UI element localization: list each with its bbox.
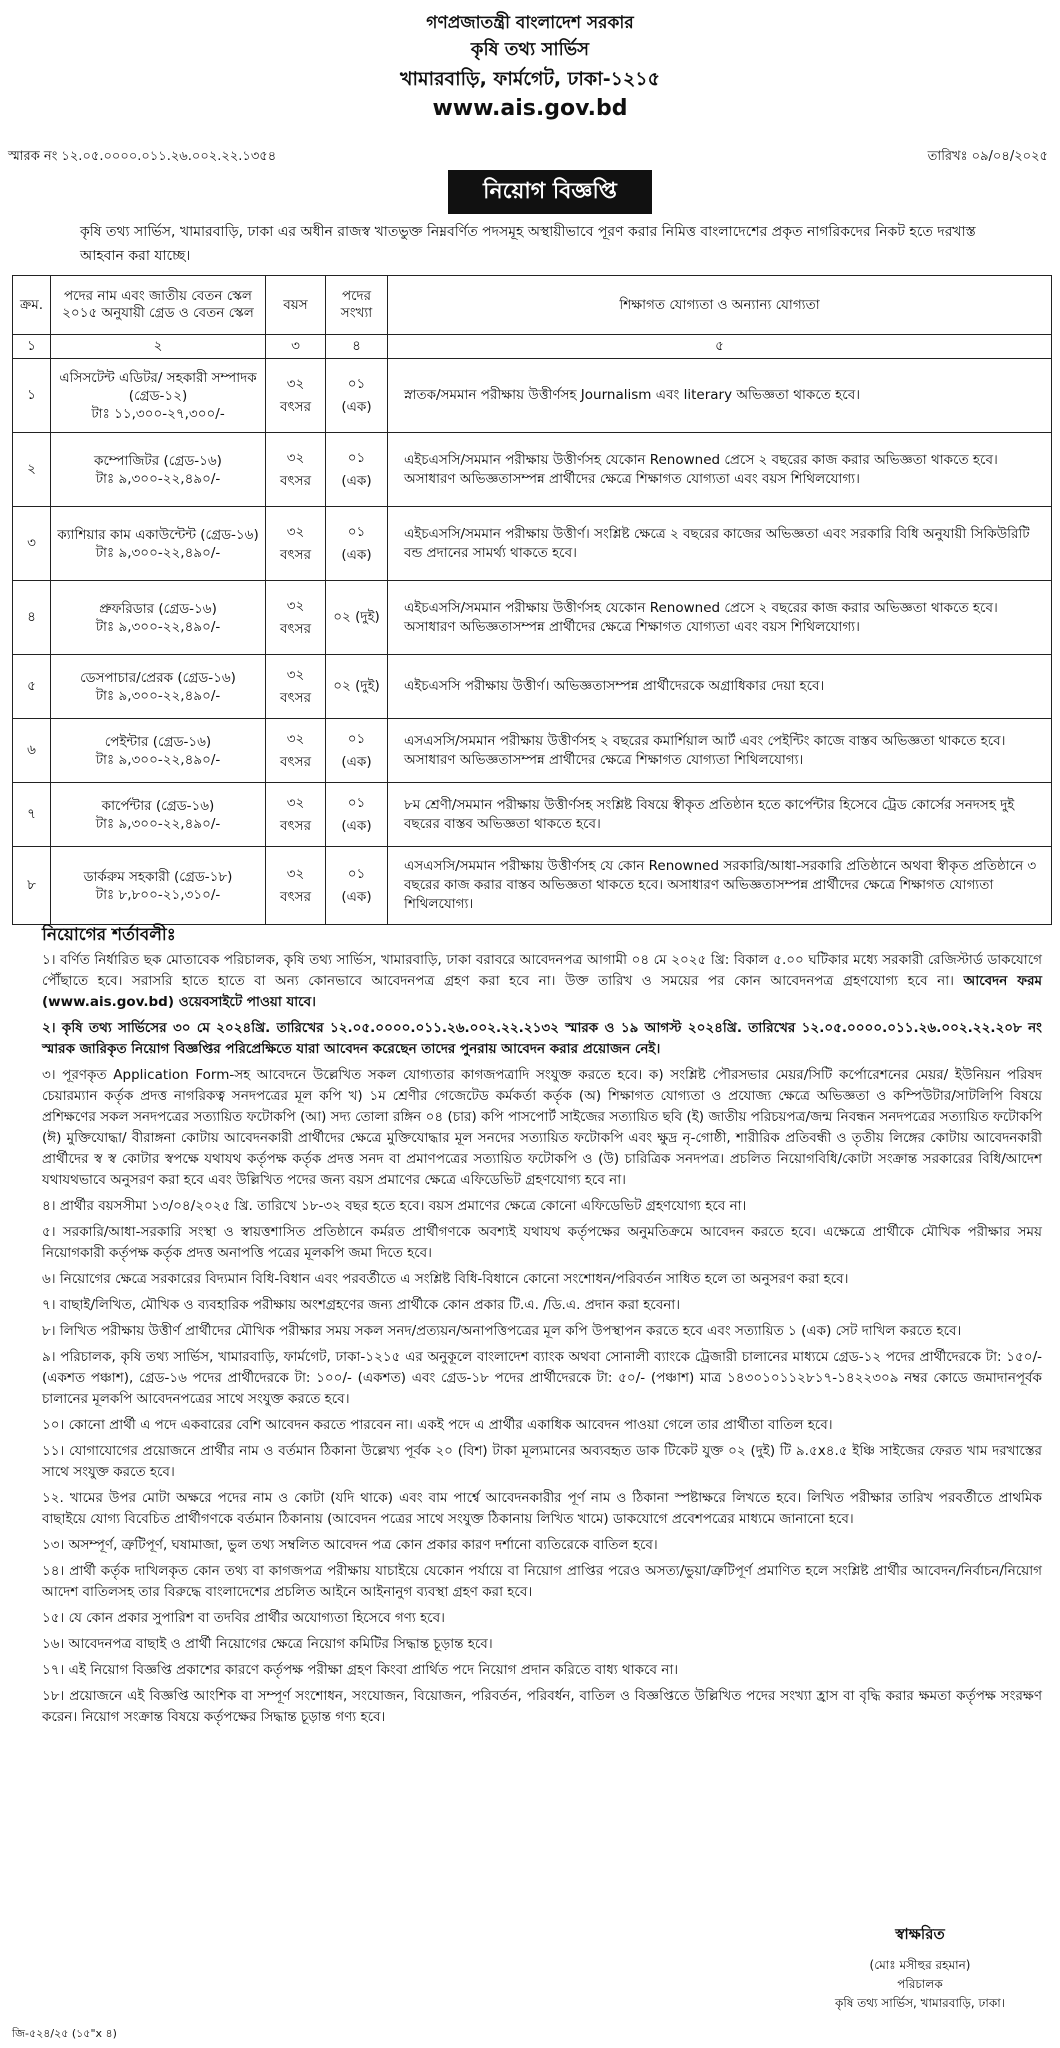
row-qualification: এসএসসি/সমমান পরীক্ষায় উত্তীর্ণসহ যে কোন Renowned সরকারি/আধা-সরকারি প্রতিষ্ঠানে অথবা স্বীকৃত প্রতিষ্ঠানে ৩ বছরের কাজ করার বাস্তব অভিজ্ঞতা থাকতে হবে। অসাধারণ অভিজ্ঞতাসম্পন্ন প্রার্থীদের ক্ষেত্রে শিক্ষাগত যোগ্যতা শিথিলযোগ্য। — [388, 847, 1052, 925]
index-cell: ২ — [51, 335, 266, 359]
row-count: ০১ (এক) — [326, 359, 388, 433]
row-count: ০১ (এক) — [326, 433, 388, 507]
condition-item: ৯। পরিচালক, কৃষি তথ্য সার্ভিস, খামারবাড়ি, ফার্মগেট, ঢাকা-১২১৫ এর অনুকূলে বাংলাদেশ ব্যাংক অথবা সোনালী ব্যাংকে ট্রেজারী চালানের মাধ্যমে গ্রেড-১২ পদের প্রার্থীদেরকে টা: ১৫০/- (একশত পঞ্চাশ), গ্রেড-১৬ পদের প্রার্থীদেরকে টা: ১০০/- (একশত) এবং গ্রেড-১৮ পদের প্রার্থীদেরকে টা: ৫০/- (পঞ্চাশ) মাত্র ১৪৩০১০১১২৮১৭-১৪২২৩০৯ নম্বর কোডে জমাদানপূর্বক চালানের মূলকপি আবেদনপত্রের সাথে সংযুক্ত করতে হবে। — [42, 1349, 1042, 1407]
row-count: ০১ (এক) — [326, 507, 388, 581]
row-serial: ২ — [13, 433, 51, 507]
pay-scale: টাঃ ৯,৩০০-২২,৪৯০/- — [95, 470, 221, 487]
website-url: www.ais.gov.bd — [432, 96, 628, 121]
row-serial: ৬ — [13, 719, 51, 783]
govt-name: গণপ্রজাতন্ত্রী বাংলাদেশ সরকার — [426, 13, 634, 33]
notice-date: তারিখঃ ০৯/০৪/২০২৫ — [927, 149, 1048, 164]
condition-item: ১৫। যে কোন প্রকার সুপারিশ বা তদবির প্রার্থীর অযোগ্যতা হিসেবে গণ্য হবে। — [42, 1610, 445, 1626]
condition-text: ১। বর্ণিত নির্ধারিত ছক মোতাবেক পরিচালক, কৃষি তথ্য সার্ভিস, খামারবাড়ি, ঢাকা বরাবরে আবেদনপত্র আগামী ০৪ মে ২০২৫ খ্রি: বিকাল ৫.০০ ঘটিকার মধ্যে সরকারী রেজিস্টার্ড ডাকযোগে পৌঁছাতে হবে। সরাসরি হাতে হাতে বা অন্য কোনভাবে আবেদনপত্র গ্রহণ করা হবে না। উক্ত তারিখ ও সময়ের পর কোন আবেদনপত্র গ্রহণযোগ্য হবে না। — [42, 952, 1042, 989]
condition-item: ৮। লিখিত পরীক্ষায় উত্তীর্ণ প্রার্থীদের মৌখিক পরীক্ষার সময় সকল সনদ/প্রত্যয়ন/অনাপত্তিপত্রের মূল কপি উপস্থাপন করতে হবে এবং সত্যায়িত ১ (এক) সেট দাখিল করতে হবে। — [42, 1323, 962, 1339]
row-age: ৩২ বৎসর — [266, 507, 326, 581]
row-age: ৩২ বৎসর — [266, 847, 326, 925]
condition-item — [42, 950, 1042, 1013]
row-post — [51, 783, 266, 847]
office-address: খামারবাড়ি, ফার্মগেট, ঢাকা-১২১৫ — [400, 68, 660, 90]
pay-scale: টাঃ ৯,৩০০-২২,৪৯০/- — [95, 687, 221, 704]
post-name: এসিসটেন্ট এডিটর/ সহকারী সম্পাদক (গ্রেড-১২) — [59, 369, 257, 404]
row-age: ৩২ বৎসর — [266, 783, 326, 847]
table-row — [13, 359, 1052, 433]
condition-item: ৭। বাছাই/লিখিত, মৌখিক ও ব্যবহারিক পরীক্ষায় অংশগ্রহণের জন্য প্রার্থীকে কোন প্রকার টি.এ. /ডি.এ. প্রদান করা হবেনা। — [42, 1297, 681, 1313]
row-count: ০১ (এক) — [326, 719, 388, 783]
row-serial: ৭ — [13, 783, 51, 847]
signatory-name: (মোঃ মসীহুর রহমান) — [869, 1958, 971, 1972]
condition-item: ৪। প্রার্থীর বয়সসীমা ১৩/০৪/২০২৫ খ্রি. তারিখে ১৮-৩২ বছর হতে হবে। বয়স প্রমাণের ক্ষেত্রে কোনো এফিডেভিট গ্রহণযোগ্য হবে না। — [42, 1198, 747, 1214]
table-row — [13, 783, 1052, 847]
post-name: ডেসপাচার/প্রেরক (গ্রেড-১৬) — [80, 669, 236, 686]
pay-scale: টাঃ ৯,৩০০-২২,৪৯০/- — [95, 751, 221, 768]
post-name: ক্যাশিয়ার কাম একাউন্টেন্ট (গ্রেড-১৬) — [57, 526, 259, 543]
row-qualification: এইচএসসি/সমমান পরীক্ষায় উত্তীর্ণ। সংশ্লিষ্ট ক্ষেত্রে ২ বছরের কাজের অভিজ্ঞতা এবং সরকারি বিধি অনুযায়ী সিকিউরিটি বন্ড প্রদানের সামর্থ্য থাকতে হবে। — [388, 507, 1052, 581]
condition-item: ১৮। প্রয়োজনে এই বিজ্ঞপ্তি আংশিক বা সম্পূর্ণ সংশোধন, সংযোজন, বিয়োজন, পরিবর্তন, পরিবর্ধন, বাতিল ও বিজ্ঞপ্তিতে উল্লিখিত পদের সংখ্যা হ্রাস বা বৃদ্ধি করার ক্ষমতা কর্তৃপক্ষ সংরক্ষণ করেন। নিয়োগ সংক্রান্ত বিষয়ে কর্তৃপক্ষের সিদ্ধান্ত চূড়ান্ত গণ্য হবে। — [42, 1688, 1042, 1725]
header-qualification: শিক্ষাগত যোগ্যতা ও অন্যান্য যোগ্যতা — [388, 276, 1052, 335]
office-name: কৃষি তথ্য সার্ভিস — [470, 39, 590, 60]
letterhead — [0, 10, 1060, 124]
row-qualification: এইচএসসি পরীক্ষায় উত্তীর্ণ। অভিজ্ঞতাসম্পন্ন প্রার্থীদেরকে অগ্রাধিকার দেয়া হবে। — [388, 655, 1052, 719]
print-code: জি-৫২৪/২৫ (১৫"x ৪) — [12, 2027, 117, 2040]
condition-item: ৬। নিয়োগের ক্ষেত্রে সরকারের বিদ্যমান বিধি-বিধান এবং পরবর্তীতে এ সংশ্লিষ্ট বিধি-বিধানে কোনো সংশোধন/পরিবর্তন সাধিত হলে তা অনুসরণ করা হবে। — [42, 1271, 849, 1287]
condition-item: ১৬। আবেদনপত্র বাছাই ও প্রার্থী নিয়োগের ক্ষেত্রে নিয়োগ কমিটির সিদ্ধান্ত চূড়ান্ত হবে। — [42, 1636, 493, 1652]
header-post: পদের নাম এবং জাতীয় বেতন স্কেল ২০১৫ অনুযায়ী গ্রেড ও বেতন স্কেল — [51, 276, 266, 335]
row-qualification: এইচএসসি/সমমান পরীক্ষায় উত্তীর্ণসহ যেকোন Renowned প্রেসে ২ বছরের কাজ করার অভিজ্ঞতা থাকতে হবে। অসাধারণ অভিজ্ঞতাসম্পন্ন প্রার্থীদের ক্ষেত্রে শিক্ষাগত যোগ্যতা এবং বয়স শিথিলযোগ্য। — [388, 433, 1052, 507]
row-serial: ৪ — [13, 581, 51, 655]
condition-item: ৩। পূরণকৃত Application Form-সহ আবেদনে উল্লেখিত সকল যোগ্যতার কাগজপত্রাদি সংযুক্ত করতে হবে। ক) সংশ্লিষ্ট পৌরসভার মেয়র/সিটি কর্পোরেশনের মেয়র/ ইউনিয়ন পরিষদ চেয়ারম্যান কর্তৃক প্রদত্ত নাগরিকত্ব সনদপত্রের মূল কপি খ) ১ম শ্রেণীর গেজেটেড কর্মকর্তা কর্তৃক (অ) শিক্ষাগত যোগ্যতা ও প্রযোজ্য ক্ষেত্রে অভিজ্ঞতা ও কম্পিউটার/সাটলিপি বিষয়ে প্রশিক্ষণের সকল সনদপত্রের সত্যায়িত ফটোকপি (আ) সদ্য তোলা রঙ্গিন ০৪ (চার) কপি পাসপোর্ট সাইজের সত্যায়িত ছবি (ই) জাতীয় পরিচয়পত্র/জন্ম নিবন্ধন সনদপত্রের সত্যায়িত ফটোকপি (ঈ) মুক্তিযোদ্ধা/ বীরাঙ্গনা কোটায় আবেদনকারী প্রার্থীদের ক্ষেত্রে মুক্তিযোদ্ধার মূল সনদের সত্যায়িত ফটোকপি এবং ক্ষুদ্র নৃ-গোষ্ঠী, শারীরিক প্রতিবন্ধী ও তৃতীয় লিঙ্গের কোটায় আবেদনকারী প্রার্থীদের স্ব স্ব কোটার স্বপক্ষে যথাযথ কর্তৃপক্ষ কর্তৃক প্রদত্ত সনদ বা প্রমাণপত্রের সত্যায়িত ফটোকপি ও (উ) চারিত্রিক সনদপত্র। প্রচলিত নিয়োগবিধি/কোটা সংক্রান্ত সরকারের বিধি/আদেশ যথাযথভাবে অনুসরণ করা হবে এবং উল্লিখিত পদের জন্য বয়স প্রমাণের ক্ষেত্রে এফিডেভিট গ্রহণযোগ্য হবে না। — [42, 1067, 1042, 1188]
index-cell: ৩ — [266, 335, 326, 359]
header-serial: ক্রম. — [13, 276, 51, 335]
condition-item: ১২. খামের উপর মোটা অক্ষরে পদের নাম ও কোটা (যদি থাকে) এবং বাম পার্শ্বে আবেদনকারীর পূর্ণ নাম ও ঠিকানা স্পষ্টাক্ষরে লিখতে হবে। লিখিত পরীক্ষার তারিখ পরবর্তীতে প্রাথমিক বাছাইয়ে যোগ্য বিবেচিত প্রার্থীগণকে বর্তমান ঠিকানায় (আবেদন পত্রের সাথে সংযুক্ত ঠিকানায় লিখিত খামে) ডাকযোগে প্রবেশপত্রের মাধ্যমে জানানো হবে। — [42, 1490, 1042, 1527]
row-post — [51, 359, 266, 433]
condition-item: ১৩। অসম্পূর্ণ, ত্রুটিপূর্ণ, ঘষামাজা, ভুল তথ্য সম্বলিত আবেদন পত্র কোন প্রকার কারণ দর্শানো ব্যতিরেকে বাতিল হবে। — [42, 1537, 658, 1553]
row-post — [51, 847, 266, 925]
table-row — [13, 507, 1052, 581]
post-name: ডার্করুম সহকারী (গ্রেড-১৮) — [83, 868, 233, 885]
table-header-row — [13, 276, 1052, 335]
application-form-note: আবেদন ফরম (www.ais.gov.bd) ওয়েবসাইটে পাওয়া যাবে। — [42, 973, 1042, 1010]
pay-scale: টাঃ ৮,৮০০-২১,৩১০/- — [95, 886, 221, 903]
row-serial: ৫ — [13, 655, 51, 719]
post-name: প্রুফরিডার (গ্রেড-১৬) — [99, 600, 217, 617]
row-age: ৩২ বৎসর — [266, 581, 326, 655]
vacancy-table — [12, 275, 1052, 925]
row-serial: ৩ — [13, 507, 51, 581]
header-age: বয়স — [266, 276, 326, 335]
signatory-office: কৃষি তথ্য সার্ভিস, খামারবাড়ি, ঢাকা। — [835, 1996, 1005, 2010]
memo-number: স্মারক নং ১২.০৫.০০০০.০১১.২৬.০০২.২২.১৩৫৪ — [8, 149, 277, 164]
row-count: ০১ (এক) — [326, 847, 388, 925]
pay-scale: টাঃ ৯,৩০০-২২,৪৯০/- — [95, 815, 221, 832]
row-count: ০১ (এক) — [326, 783, 388, 847]
row-count: ০২ (দুই) — [326, 655, 388, 719]
row-post — [51, 655, 266, 719]
table-index-row — [13, 335, 1052, 359]
condition-item: ১৭। এই নিয়োগ বিজ্ঞপ্তি প্রকাশের কারণে কর্তৃপক্ষ পরীক্ষা গ্রহণ কিংবা প্রার্থিত পদে নিয়োগ প্রদান করিতে বাধ্য থাকবে না। — [42, 1662, 679, 1678]
post-name: পেইন্টার (গ্রেড-১৬) — [104, 733, 212, 750]
row-count: ০২ (দুই) — [326, 581, 388, 655]
row-age: ৩২ বৎসর — [266, 359, 326, 433]
signature-block — [790, 1925, 1050, 2013]
condition-item: ১১। যোগাযোগের প্রয়োজনে প্রার্থীর নাম ও বর্তমান ঠিকানা উল্লেখ্য পূর্বক ২০ (বিশ) টাকা মূল্যমানের অব্যবহৃত ডাক টিকেট যুক্ত ০২ (দুই) টি ৯.৫x৪.৫ ইঞ্চি সাইজের ফেরত খাম দরখাস্তের সাথে সংযুক্ত করতে হবে। — [42, 1443, 1042, 1480]
post-name: কার্পেন্টার (গ্রেড-১৬) — [101, 797, 215, 814]
condition-item: ২। কৃষি তথ্য সার্ভিসের ৩০ মে ২০২৪খ্রি. তারিখের ১২.০৫.০০০০.০১১.২৬.০০২.২২.২১৩২ স্মারক ও ১৯ আগস্ট ২০২৪খ্রি. তারিখের ১২.০৫.০০০০.০১১.২৬.০০২.২২.২০৮ নং স্মারক জারিকৃত নিয়োগ বিজ্ঞপ্তির পরিপ্রেক্ষিতে যারা আবেদন করেছেন তাদের পুনরায় আবেদন করার প্রয়োজন নেই। — [42, 1020, 1042, 1057]
index-cell: ৪ — [326, 335, 388, 359]
row-qualification: এইচএসসি/সমমান পরীক্ষায় উত্তীর্ণসহ যেকোন Renowned প্রেসে ২ বছরের কাজ করার অভিজ্ঞতা থাকতে হবে। অসাধারণ অভিজ্ঞতাসম্পন্ন প্রার্থীদের ক্ষেত্রে শিক্ষাগত যোগ্যতা এবং বয়স শিথিলযোগ্য। — [388, 581, 1052, 655]
row-qualification: এসএসসি/সমমান পরীক্ষায় উত্তীর্ণসহ ২ বছরের কমার্শিয়াল আর্ট এবং পেইন্টিং কাজে বাস্তব অভিজ্ঞতা থাকতে হবে। অসাধারণ অভিজ্ঞতাসম্পন্ন প্রার্থীদের ক্ষেত্রে শিক্ষাগত যোগ্যতা শিথিলযোগ্য। — [388, 719, 1052, 783]
condition-item: ১৪। প্রার্থী কর্তৃক দাখিলকৃত কোন তথ্য বা কাগজপত্র পরীক্ষায় যাচাইয়ে যেকোন পর্যায়ে বা নিয়োগ প্রাপ্তির পরেও অসত্য/ভুয়া/ত্রুটিপূর্ণ প্রমাণিত হলে সংশ্লিষ্ট প্রার্থীর আবেদন/নির্বাচন/নিয়োগ আদেশ বাতিলসহ তার বিরুদ্ধে বাংলাদেশের প্রচলিত আইনে আইনানুগ ব্যবস্থা গ্রহণ করা হবে। — [42, 1563, 1042, 1600]
signed-label: স্বাক্ষরিত — [895, 1925, 945, 1943]
row-post — [51, 719, 266, 783]
row-serial: ১ — [13, 359, 51, 433]
pay-scale: টাঃ ১১,৩০০-২৭,৩০০/- — [91, 405, 225, 422]
condition-item: ৫। সরকারি/আধা-সরকারি সংস্থা ও স্বায়ত্তশাসিত প্রতিষ্ঠানে কর্মরত প্রার্থীগণকে অবশ্যই যথাযথ কর্তৃপক্ষের অনুমতিক্রমে আবেদন করতে হবে। এক্ষেত্রে প্রার্থীকে মৌখিক পরীক্ষার সময় নিয়োগকারী কর্তৃপক্ষ কর্তৃক প্রদত্ত অনাপত্তি পত্রের মূলকপি জমা দিতে হবে। — [42, 1224, 1042, 1261]
pay-scale: টাঃ ৯,৩০০-২২,৪৯০/- — [95, 618, 221, 635]
post-name: কম্পোজিটর (গ্রেড-১৬) — [94, 452, 222, 469]
row-post — [51, 581, 266, 655]
table-row — [13, 581, 1052, 655]
row-post — [51, 507, 266, 581]
row-age: ৩২ বৎসর — [266, 655, 326, 719]
header-count: পদের সংখ্যা — [326, 276, 388, 335]
intro-paragraph: কৃষি তথ্য সার্ভিস, খামারবাড়ি, ঢাকা এর অধীন রাজস্ব খাতভুক্ত নিম্নবর্ণিত পদসমূহ অস্থায়ীভাবে পূরণ করার নিমিত্ত বাংলাদেশের প্রকৃত নাগরিকদের নিকট হতে দরখাস্ত আহবান করা যাচ্ছে। — [80, 224, 976, 264]
signatory-designation: পরিচালক — [897, 1977, 943, 1991]
conditions-list — [42, 950, 1042, 1733]
conditions-heading: নিয়োগের শর্তাবলীঃ — [42, 925, 176, 945]
condition-item: ১০। কোনো প্রার্থী এ পদে একবারের বেশি আবেদন করতে পারবেন না। একই পদে এ প্রার্থীর একাধিক আবেদন পাওয়া গেলে তার প্রার্থীতা বাতিল হবে। — [42, 1417, 833, 1433]
row-serial: ৮ — [13, 847, 51, 925]
row-post — [51, 433, 266, 507]
index-cell: ১ — [13, 335, 51, 359]
table-row — [13, 719, 1052, 783]
notice-title: নিয়োগ বিজ্ঞপ্তি — [448, 170, 652, 214]
table-row — [13, 847, 1052, 925]
table-row — [13, 433, 1052, 507]
row-age: ৩২ বৎসর — [266, 433, 326, 507]
row-qualification: স্নাতক/সমমান পরীক্ষায় উত্তীর্ণসহ Journalism এবং literary অভিজ্ঞতা থাকতে হবে। — [388, 359, 1052, 433]
index-cell: ৫ — [388, 335, 1052, 359]
table-row — [13, 655, 1052, 719]
row-qualification: ৮ম শ্রেণী/সমমান পরীক্ষায় উত্তীর্ণসহ সংশ্লিষ্ট বিষয়ে স্বীকৃত প্রতিষ্ঠান হতে কার্পেন্টার হিসেবে ট্রেড কোর্সের সনদসহ দুই বছরের বাস্তব অভিজ্ঞতা থাকতে হবে। — [388, 783, 1052, 847]
pay-scale: টাঃ ৯,৩০০-২২,৪৯০/- — [95, 544, 221, 561]
row-age: ৩২ বৎসর — [266, 719, 326, 783]
